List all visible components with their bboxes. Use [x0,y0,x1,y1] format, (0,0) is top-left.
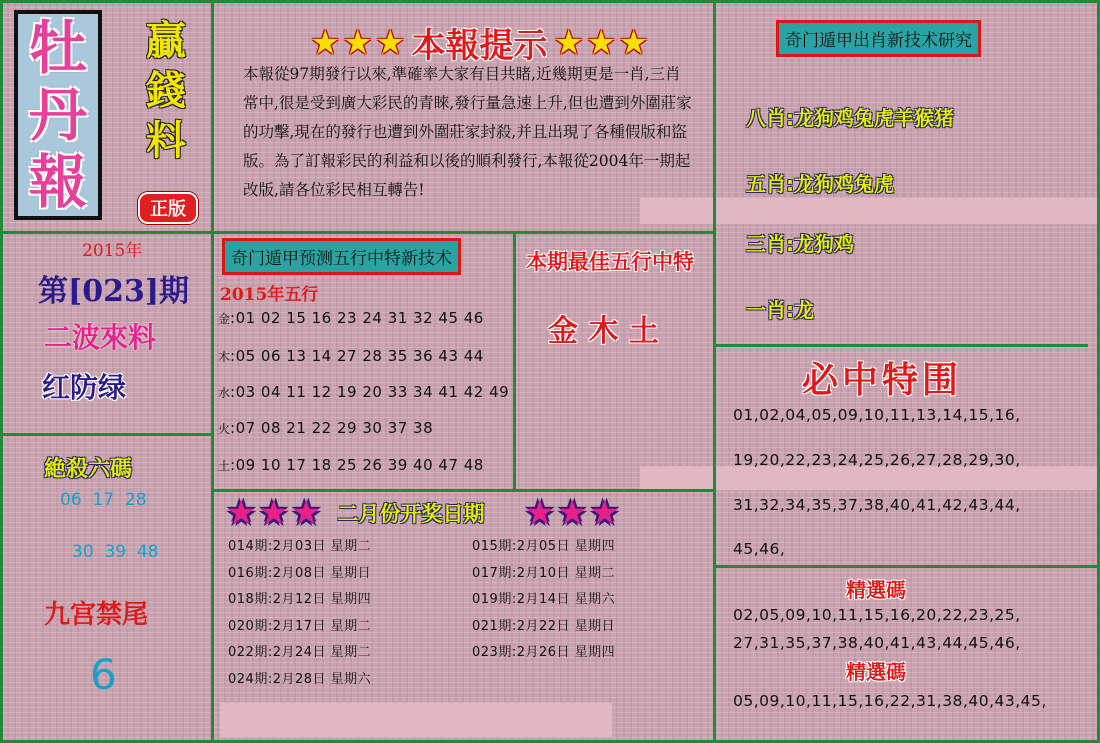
schedule-heading [226,493,620,533]
guard-label: 红防绿 [42,371,127,404]
divider [0,433,212,436]
logo [14,10,102,220]
logo-char: 報 [28,148,87,217]
element-name: 金 [218,312,231,326]
best-element-title: 本期最佳五行中特 [526,249,694,274]
element-numbers: :03 04 11 12 19 20 33 34 41 42 49 [230,383,510,401]
divider [513,232,516,490]
divider [714,565,1100,568]
element-numbers: :01 02 15 16 23 24 31 32 45 46 [230,309,484,327]
must-win-title: 必中特围 [802,359,963,401]
star-icon: ★ [589,493,620,533]
pink-band [640,466,1100,490]
tail-title: 九宫禁尾 [44,600,149,630]
star-icon: ★ [226,493,257,533]
star-icon: ★ [556,493,588,533]
divider [212,489,714,492]
schedule-item: 018期:2月12日 星期四 [228,592,372,607]
star-icon: ★ [310,22,341,63]
star-icon: ★ [553,22,584,63]
schedule-item: 020期:2月17日 星期二 [228,618,372,634]
divider [211,0,214,743]
pink-band [220,703,612,737]
schedule-right [472,534,615,667]
notice-title: 本報提示 [411,26,548,66]
notice-body: 本報從97期發行以來,準確率大家有目共睹,近幾期更是一肖,三肖常中,很是受到廣大彩民的青睞,發行量急速上升,但也遭到外圍莊家的功擊,現在的發行也遭到外圍莊家封殺,并且出現了各種假版和盜版。為了訂報彩民的利益和以後的順利發行,本報從2004年一期起改版,請各位彩民相互轉告! [243,65,692,199]
divider [714,344,1088,347]
element-name: 水 [218,386,231,400]
divider [0,0,1100,3]
star-icon: ★ [585,22,617,63]
tail-value: 6 [90,650,117,699]
schedule-title: 二月份开奖日期 [337,502,485,526]
tagline-char: 錢 [146,67,186,114]
selected-line: 02,05,09,10,11,15,16,20,22,23,25, [733,606,1021,624]
schedule-item: 019期:2月14日 星期六 [472,592,616,607]
element-name: 火 [218,422,231,436]
schedule-item: 024期:2月28日 星期六 [228,671,372,687]
star-icon: ★ [342,22,373,63]
element-row [218,346,484,365]
best-element-value: 金 木 土 [548,314,659,349]
schedule-left [228,534,371,693]
schedule-item: 021期:2月22日 星期日 [472,618,616,634]
element-row [218,382,509,401]
selected-title: 精選碼 [846,660,906,684]
star-icon: ★ [524,493,555,533]
wave-label: 二波來料 [44,321,157,354]
logo-char: 丹 [28,80,87,149]
zodiac-line: 三肖:龙狗鸡 [746,232,854,256]
element-row [218,418,433,437]
schedule-item: 015期:2月05日 星期四 [472,539,616,554]
kill-row: 06 17 28 [60,490,147,510]
logo-char: 牡 [28,13,87,82]
must-win-line: 31,32,34,35,37,38,40,41,42,43,44, [733,496,1021,514]
schedule-item: 016期:2月08日 星期日 [228,565,372,581]
zodiac-header: 奇门遁甲出肖新技术研究 [776,20,981,57]
tagline [146,16,186,166]
divider [0,231,714,234]
five-elements-subtitle: 2015年五行 [220,285,319,305]
schedule-item: 022期:2月24日 星期二 [228,645,372,660]
tagline-char: 贏 [146,17,186,64]
schedule-item: 014期:2月03日 星期二 [228,539,372,554]
kill-row: 30 39 48 [72,542,159,562]
star-icon: ★ [290,493,322,533]
selected-line: 05,09,10,11,15,16,22,31,38,40,43,45, [733,692,1047,710]
selected-title: 精選碼 [846,578,906,602]
element-numbers: :05 06 13 14 27 28 35 36 43 44 [230,347,484,365]
tagline-char: 料 [146,117,186,164]
issue-year: 2015年 [82,241,143,261]
divider [0,0,3,743]
must-win-line: 01,02,04,05,09,10,11,13,14,15,16, [733,406,1021,424]
element-name: 木 [218,350,231,364]
kill-title: 絶殺六碼 [44,456,133,482]
divider [713,0,716,743]
pink-band [640,198,1100,224]
schedule-item: 017期:2月10日 星期二 [472,565,616,581]
element-numbers: :09 10 17 18 25 26 39 40 47 48 [230,456,484,474]
element-name: 土 [218,459,231,473]
must-win-line: 45,46, [733,540,786,558]
must-win-line: 19,20,22,23,24,25,26,27,28,29,30, [733,451,1021,469]
element-row [218,455,484,474]
element-numbers: :07 08 21 22 29 30 37 38 [230,419,434,437]
schedule-item: 023期:2月26日 星期四 [472,645,616,660]
edition-badge: 正版 [138,192,198,224]
element-row [218,308,484,327]
star-icon: ★ [258,493,289,533]
selected-line: 27,31,35,37,38,40,41,43,44,45,46, [733,634,1021,652]
zodiac-line: 五肖:龙狗鸡兔虎 [746,172,894,196]
star-icon: ★ [618,22,649,63]
zodiac-line: 一肖:龙 [746,298,814,322]
zodiac-line: 八肖:龙狗鸡兔虎羊猴猪 [746,106,954,130]
issue-period: 第[023]期 [38,274,190,309]
star-icon: ★ [374,22,406,63]
five-elements-header: 奇门遁甲预测五行中特新技术 [222,238,461,275]
